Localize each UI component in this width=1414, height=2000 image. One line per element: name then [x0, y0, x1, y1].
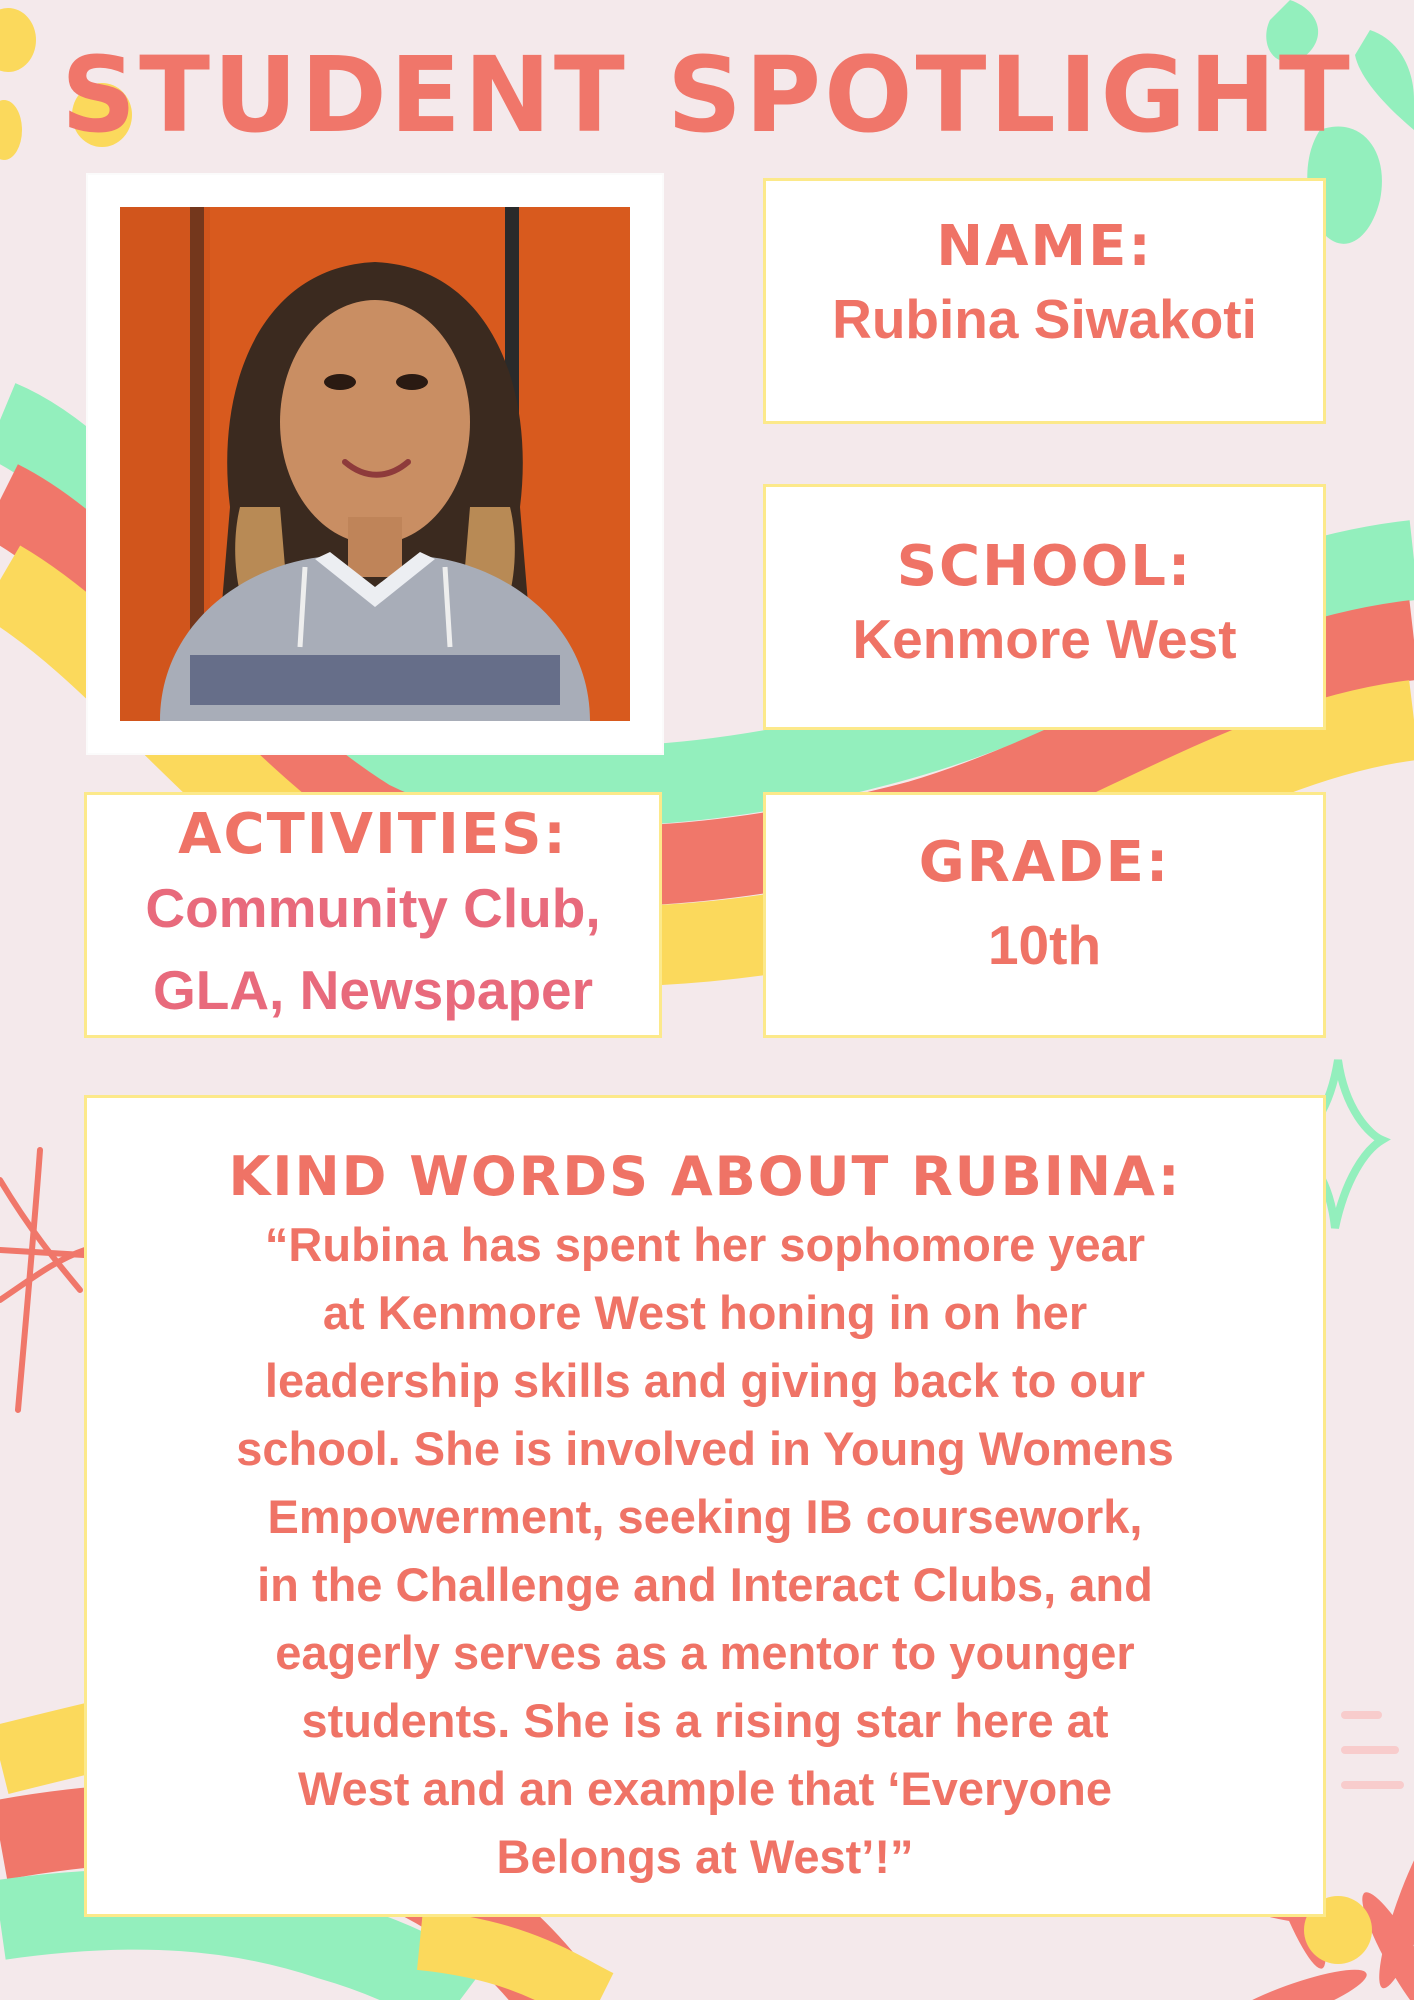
page-title: STUDENT SPOTLIGHT: [61, 34, 1353, 156]
kind-words-card: [84, 1095, 1326, 1917]
grade-value: 10th: [987, 914, 1102, 976]
grade-card: [763, 792, 1326, 1038]
school-card: [763, 484, 1326, 730]
kind-words-line: West and an example that ‘Everyone: [297, 1762, 1113, 1815]
kind-words-line: eagerly serves as a mentor to younger: [275, 1626, 1135, 1679]
student-photo-frame: [88, 175, 662, 753]
kind-words-line: at Kenmore West honing in on her: [322, 1286, 1088, 1339]
kind-words-label: KIND WORDS ABOUT RUBINA:: [228, 1145, 1182, 1208]
name-label: NAME:: [936, 214, 1153, 279]
name-value: Rubina Siwakoti: [832, 288, 1257, 350]
kind-words-line: Belongs at West’!”: [496, 1830, 914, 1883]
kind-words-line: school. She is involved in Young Womens: [236, 1422, 1174, 1475]
dash-decoration: [1345, 1715, 1400, 1785]
kind-words-line: “Rubina has spent her sophomore year: [264, 1218, 1146, 1271]
activities-label: ACTIVITIES:: [178, 802, 568, 867]
kind-words-line: Empowerment, seeking IB coursework,: [267, 1490, 1143, 1543]
school-label: SCHOOL:: [896, 534, 1193, 599]
school-value: Kenmore West: [852, 608, 1237, 670]
kind-words-line: leadership skills and giving back to our: [264, 1354, 1146, 1407]
name-card: [763, 178, 1326, 424]
kind-words-line: in the Challenge and Interact Clubs, and: [257, 1558, 1153, 1611]
student-portrait-photo: [120, 207, 630, 721]
activities-line-2: GLA, Newspaper: [152, 959, 594, 1021]
activities-line-1: Community Club,: [145, 877, 601, 939]
rainbow-band-green: [0, 1910, 460, 2000]
activities-card: [84, 792, 662, 1038]
kind-words-line: students. She is a rising star here at: [301, 1694, 1109, 1747]
grade-label: GRADE:: [918, 830, 1171, 895]
coral-starburst-decoration: [0, 1150, 85, 1410]
